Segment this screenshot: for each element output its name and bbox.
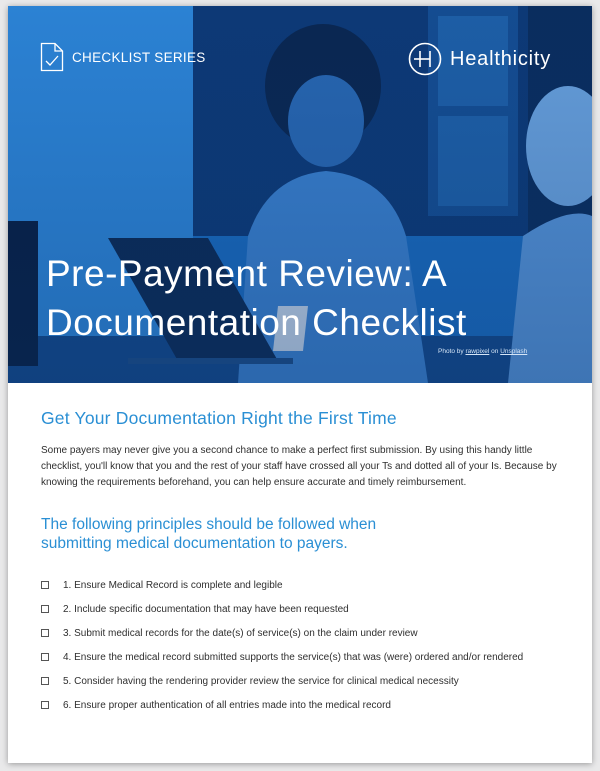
- series-text: CHECKLIST SERIES: [72, 49, 206, 65]
- checklist-item[interactable]: [41, 573, 561, 597]
- checkbox-icon[interactable]: [41, 605, 49, 613]
- section-heading: Get Your Documentation Right the First Time: [41, 408, 397, 428]
- credit-author-link[interactable]: rawpixel: [465, 348, 490, 355]
- checkbox-icon[interactable]: [41, 629, 49, 637]
- main-content: [41, 408, 561, 717]
- checkbox-icon[interactable]: [41, 677, 49, 685]
- healthicity-logo-icon: [408, 42, 442, 76]
- intro-paragraph: Some payers may never give you a second chance to make a perfect first submission. By using this handy little checklist, you'll know that you and the rest of your staff have crossed all your Ts and dotted all of your Is. Because by knowing the requirements beforehand, you can help ensure accurate and timely reimbursement.: [41, 445, 557, 488]
- principles-heading: The following principles should be followed when submitting medical documentation to payers.: [41, 516, 377, 552]
- photo-credit: [438, 348, 527, 355]
- hero-banner: [8, 6, 592, 383]
- title-line-2: Documentation Checklist: [46, 302, 467, 343]
- credit-site-link[interactable]: Unsplash: [500, 348, 528, 355]
- brand-logo: [408, 42, 551, 76]
- checklist-item-text: 6. Ensure proper authentication of all entries made into the medical record: [63, 699, 391, 711]
- checklist-item[interactable]: [41, 621, 561, 645]
- checklist: [41, 573, 561, 717]
- checklist-item-text: 5. Consider having the rendering provider review the service for clinical medical necessity: [63, 675, 459, 687]
- checklist-item[interactable]: [41, 693, 561, 717]
- checkbox-icon[interactable]: [41, 653, 49, 661]
- checklist-item-text: 1. Ensure Medical Record is complete and legible: [63, 579, 283, 591]
- checklist-document-icon: [40, 42, 64, 72]
- title-line-1: Pre-Payment Review: A: [46, 253, 448, 294]
- checklist-item[interactable]: [41, 645, 561, 669]
- document-title: [46, 249, 586, 347]
- document-page: [8, 6, 592, 763]
- checklist-item[interactable]: [41, 597, 561, 621]
- checklist-series-label: [40, 42, 206, 72]
- checkbox-icon[interactable]: [41, 581, 49, 589]
- credit-prefix: Photo by: [438, 348, 464, 355]
- checkbox-icon[interactable]: [41, 701, 49, 709]
- checklist-item[interactable]: [41, 669, 561, 693]
- brand-name: Healthicity: [450, 47, 552, 70]
- checklist-item-text: 3. Submit medical records for the date(s) of service(s) on the claim under review: [63, 627, 418, 639]
- checklist-item-text: 2. Include specific documentation that may have been requested: [63, 603, 349, 615]
- credit-middle: on: [491, 348, 499, 355]
- checklist-item-text: 4. Ensure the medical record submitted supports the service(s) that was (were) ordered and/or rendered: [63, 651, 524, 663]
